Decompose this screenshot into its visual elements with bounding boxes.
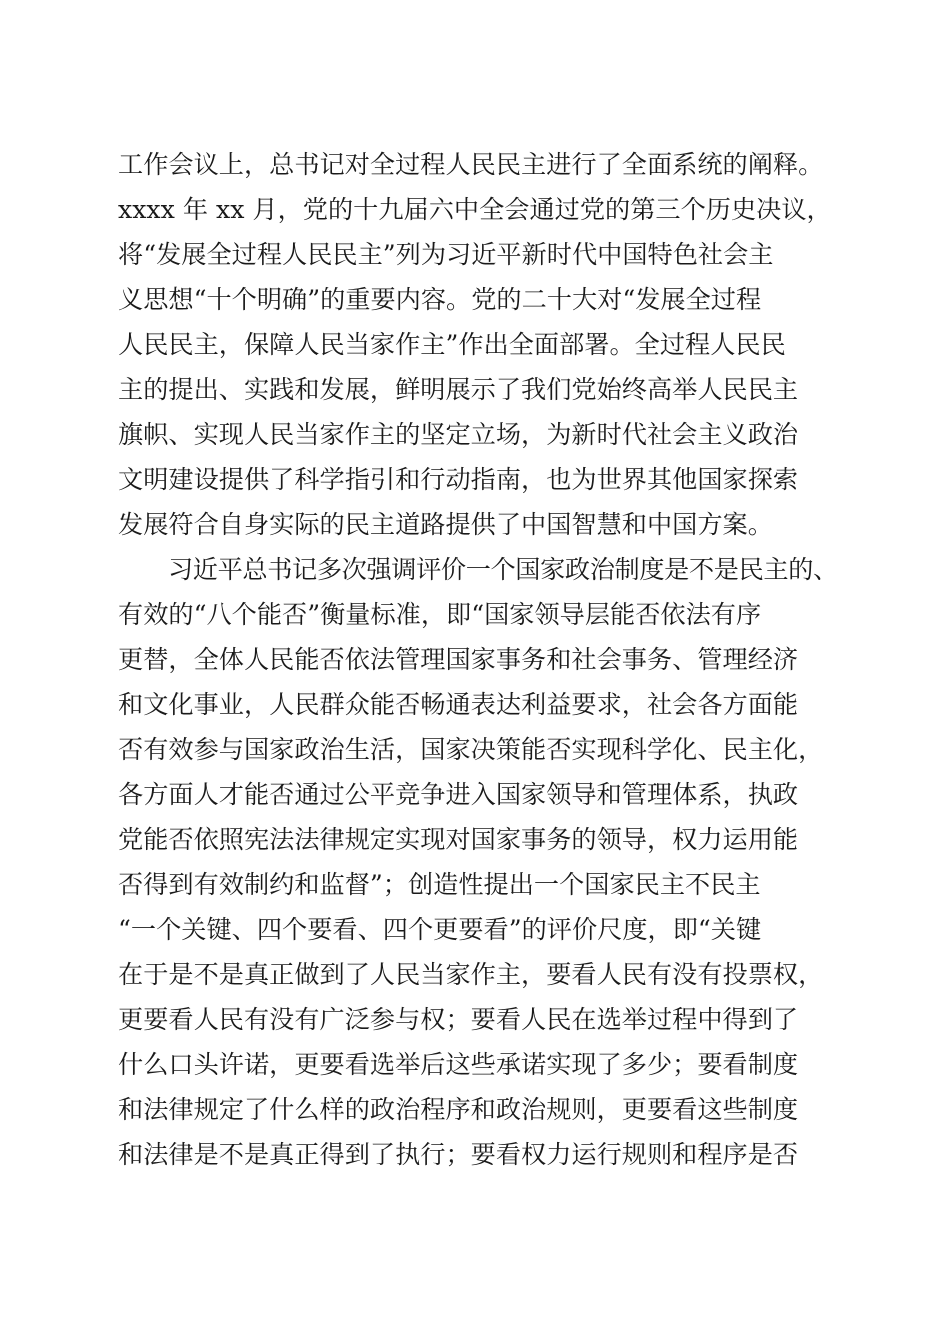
text-line: 工作会议上，总书记对全过程人民民主进行了全面系统的阐释。	[118, 150, 824, 179]
text-line: 和法律规定了什么样的政治程序和政治规则，更要看这些制度	[118, 1095, 799, 1124]
text-line: 主的提出、实践和发展，鲜明展示了我们党始终高举人民民主	[118, 375, 799, 404]
text-line: 什么口头许诺，更要看选举后这些承诺实现了多少；要看制度	[118, 1050, 799, 1079]
text-line: 更替，全体人民能否依法管理国家事务和社会事务、管理经济	[118, 645, 799, 674]
text-line: 党能否依照宪法法律规定实现对国家事务的领导，权力运用能	[118, 825, 799, 854]
paragraph-first-line: 习近平总书记多次强调评价一个国家政治制度是不是民主的、	[168, 555, 838, 584]
text-line: 否有效参与国家政治生活，国家决策能否实现科学化、民主化，	[118, 735, 824, 764]
text-line: 有效的“八个能否”衡量标准，即“国家领导层能否依法有序	[118, 600, 762, 629]
text-line: 和文化事业，人民群众能否畅通表达利益要求，社会各方面能	[118, 690, 799, 719]
text-line: 更要看人民有没有广泛参与权；要看人民在选举过程中得到了	[118, 1005, 799, 1034]
text-line: xxxx 年 xx 月，党的十九届六中全会通过党的第三个历史决议，	[118, 195, 832, 224]
text-line: 各方面人才能否通过公平竞争进入国家领导和管理体系，执政	[118, 780, 799, 809]
text-line: “一个关键、四个要看、四个更要看”的评价尺度，即“关键	[118, 915, 762, 944]
text-line: 否得到有效制约和监督”；创造性提出一个国家民主不民主	[118, 870, 761, 899]
text-line: 文明建设提供了科学指引和行动指南，也为世界其他国家探索	[118, 465, 799, 494]
text-line: 和法律是不是真正得到了执行；要看权力运行规则和程序是否	[118, 1140, 799, 1169]
text-line: 发展符合自身实际的民主道路提供了中国智慧和中国方案。	[118, 510, 773, 539]
text-line: 义思想“十个明确”的重要内容。党的二十大对“发展全过程	[118, 285, 762, 314]
text-line: 人民民主，保障人民当家作主”作出全面部署。全过程人民民	[118, 330, 786, 359]
text-line: 旗帜、实现人民当家作主的坚定立场，为新时代社会主义政治	[118, 420, 799, 449]
text-line: 在于是不是真正做到了人民当家作主，要看人民有没有投票权，	[118, 960, 824, 989]
text-line: 将“发展全过程人民民主”列为习近平新时代中国特色社会主	[118, 240, 774, 269]
